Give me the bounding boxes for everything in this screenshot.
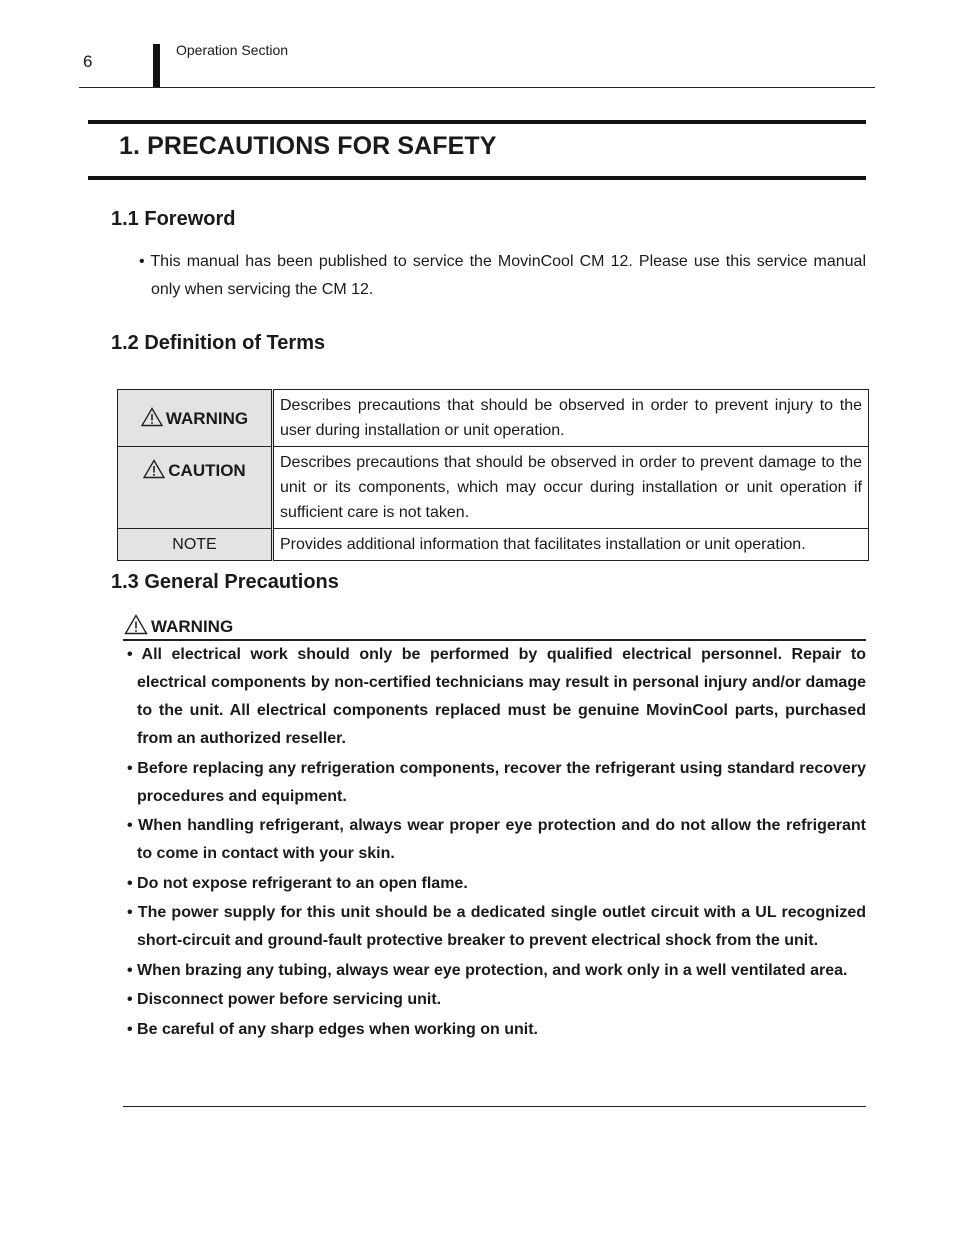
list-item: • The power supply for this unit should be a dedicated single outlet circuit with a UL recognized short-circuit and ground-fault protective breaker to prevent electrical shock from the unit. [127,904,866,949]
list-item: • Before replacing any refrigeration components, recover the refrigerant using standard recovery procedures and equipment. [127,759,866,805]
term-description: Describes precautions that should be observed in order to prevent injury to the user during installation or unit operation. [273,390,869,447]
term-cell-note [118,529,273,561]
list-item: • Be careful of any sharp edges when working on unit. [127,1020,538,1038]
term-cell-caution [118,447,273,529]
table-row [118,529,869,561]
warning-label [124,614,233,637]
title-top-rule [88,120,866,124]
list-item: • Disconnect power before servicing unit. [127,991,442,1008]
warning-triangle-icon [124,614,148,635]
warning-bottom-rule [123,1106,866,1107]
page-number: 6 [83,52,93,71]
header-bar [153,44,160,88]
page-title: 1. PRECAUTIONS FOR SAFETY [119,132,497,160]
term-label: CAUTION [168,461,246,480]
term-label: NOTE [172,535,217,553]
term-description: Describes precautions that should be observed in order to prevent damage to the unit or its components, which may occur during installation or unit operation if sufficient care is not taken. [273,447,869,529]
table-row [118,390,869,447]
warning-triangle-icon [141,407,163,427]
precautions-list [127,641,866,1045]
table-row [118,447,869,529]
general-precautions-heading: 1.3 General Precautions [111,571,339,593]
list-item: • When handling refrigerant, always wear proper eye protection and do not allow the refrigerant to come in contact with your skin. [127,817,866,862]
list-item: • When brazing any tubing, always wear eye protection, and work only in a well ventilated area. [127,961,848,979]
definitions-heading: 1.2 Definition of Terms [111,332,326,354]
term-cell-warning [118,390,273,447]
caution-triangle-icon [143,459,165,479]
term-label: WARNING [165,409,249,428]
definition-table [117,389,869,561]
list-item: • All electrical work should only be performed by qualified electrical personnel. Repair to electrical components by non-certified technicians may result in personal injury and/or damage to the unit. All electrical components replaced must be genuine MovinCool parts, purchased from an authorized reseller. [127,646,866,747]
foreword-text: • This manual has been published to service the MovinCool CM 12. Please use this service manual only when servicing the CM 12. [139,253,866,298]
foreword-heading: 1.1 Foreword [111,208,236,230]
warning-label-text: WARNING [151,617,234,636]
header-divider [79,87,875,88]
foreword-body [139,248,866,304]
title-bottom-rule [88,176,866,180]
term-description: Provides additional information that facilitates installation or unit operation. [273,529,869,561]
list-item: • Do not expose refrigerant to an open flame. [127,874,468,892]
header-section-title: Operation Section [176,42,289,58]
